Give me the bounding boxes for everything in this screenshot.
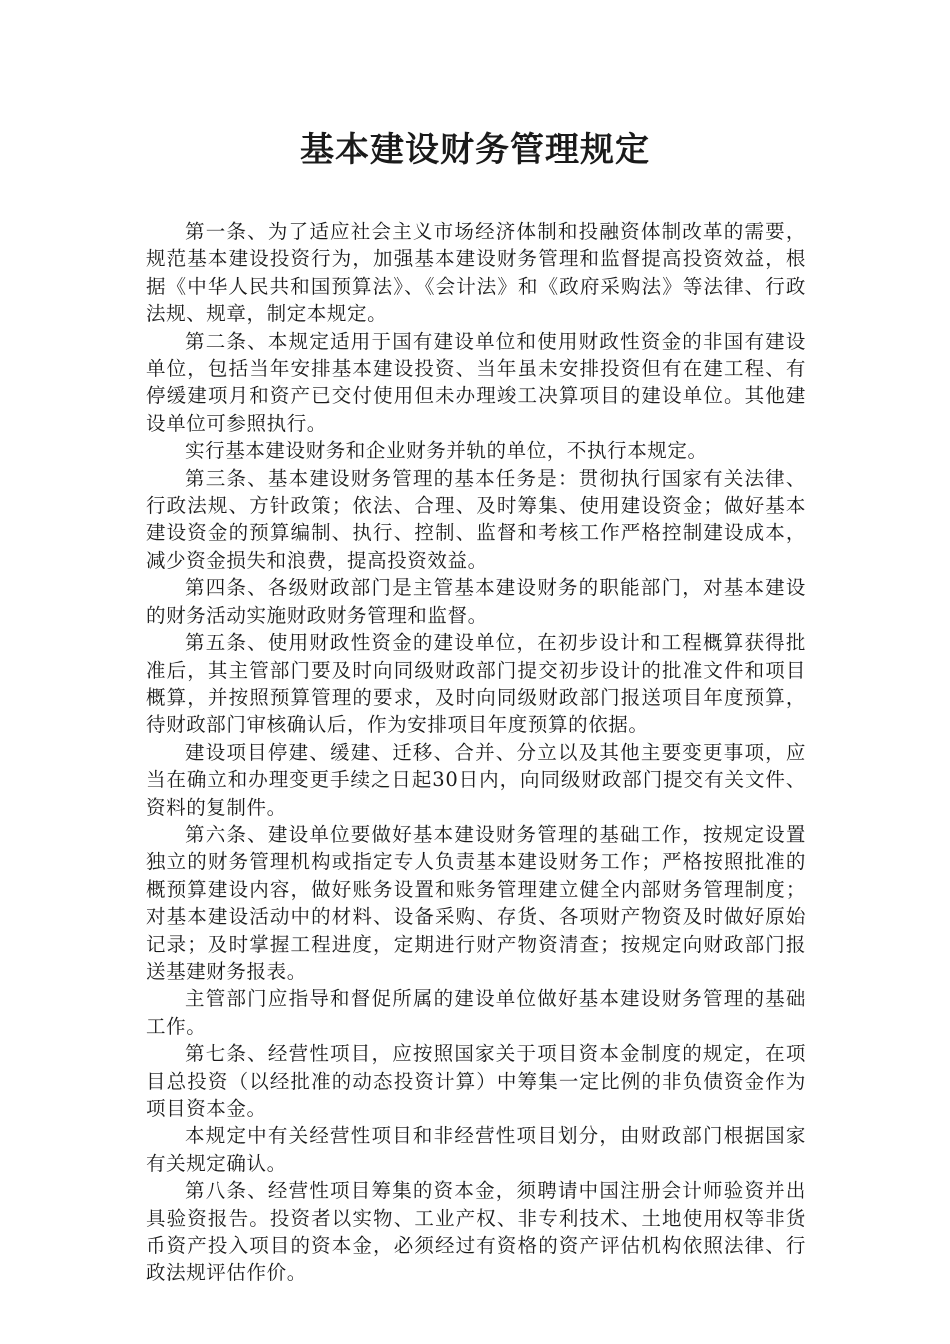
paragraph-article-7: 第七条、经营性项目，应按照国家关于项目资本金制度的规定，在项目总投资（以经批准的动态投资计算）中筹集一定比例的非负债资金作为项目资本金。 bbox=[146, 1042, 806, 1120]
paragraph-article-3: 第三条、基本建设财务管理的基本任务是：贯彻执行国家有关法律、行政法规、方针政策；依法、合理、及时筹集、使用建设资金；做好基本建设资金的预算编制、执行、控制、监督和考核工作严格控制建设成本，减少资金损失和浪费，提高投资效益。 bbox=[146, 466, 806, 572]
document-title: 基本建设财务管理规定 bbox=[300, 130, 650, 170]
paragraph-article-2: 第二条、本规定适用于国有建设单位和使用财政性资金的非国有建设单位，包括当年安排基本建设投资、当年虽未安排投资但有在建工程、有停缓建项月和资产已交付使用但未办理竣工决算项目的建设单位。其他建设单位可参照执行。 bbox=[146, 329, 806, 435]
paragraph-article-1: 第一条、为了适应社会主义市场经济体制和投融资体制改革的需要，规范基本建设投资行为，加强基本建设财务管理和监督提高投资效益，根据《中华人民共和国预算法》、《会计法》和《政府采购法》等法律、行政法规、规章，制定本规定。 bbox=[146, 220, 806, 326]
paragraph-article-2-note: 实行基本建设财务和企业财务并轨的单位，不执行本规定。 bbox=[185, 439, 708, 463]
paragraph-article-5-note: 建设项目停建、缓建、迁移、合并、分立以及其他主要变更事项，应当在确立和办理变更手续之日起30日内，向同级财政部门提交有关文件、资料的复制件。 bbox=[146, 740, 806, 819]
paragraph-article-6: 第六条、建设单位要做好基本建设财务管理的基础工作，按规定设置独立的财务管理机构或指定专人负责基本建设财务工作；严格按照批准的概预算建设内容，做好账务设置和账务管理建立健全内部财务管理制度；对基本建设活动中的材料、设备采购、存货、各项财产物资及时做好原始记录；及时掌握工程进度，定期进行财产物资清查；按规定向财政部门报送基建财务报表。 bbox=[146, 822, 806, 983]
document-body bbox=[146, 218, 806, 1287]
paragraph-article-6-note: 主管部门应指导和督促所属的建设单位做好基本建设财务管理的基础工作。 bbox=[146, 987, 806, 1038]
paragraph-article-8: 第八条、经营性项目筹集的资本金，须聘请中国注册会计师验资并出具验资报告。投资者以实物、工业产权、非专利技术、土地使用权等非货币资产投入项目的资本金，必须经过有资格的资产评估机构依照法律、行政法规评估作价。 bbox=[146, 1179, 806, 1285]
paragraph-article-7-note: 本规定中有关经营性项目和非经营性项目划分，由财政部门根据国家有关规定确认。 bbox=[146, 1124, 806, 1175]
paragraph-article-4: 第四条、各级财政部门是主管基本建设财务的职能部门，对基本建设的财务活动实施财政财务管理和监督。 bbox=[146, 576, 806, 627]
paragraph-article-5: 第五条、使用财政性资金的建设单位，在初步设计和工程概算获得批准后，其主管部门要及时向同级财政部门提交初步设计的批准文件和项目概算，并按照预算管理的要求，及时向同级财政部门报送项目年度预算，待财政部门审核确认后，作为安排项目年度预算的依据。 bbox=[146, 631, 806, 737]
